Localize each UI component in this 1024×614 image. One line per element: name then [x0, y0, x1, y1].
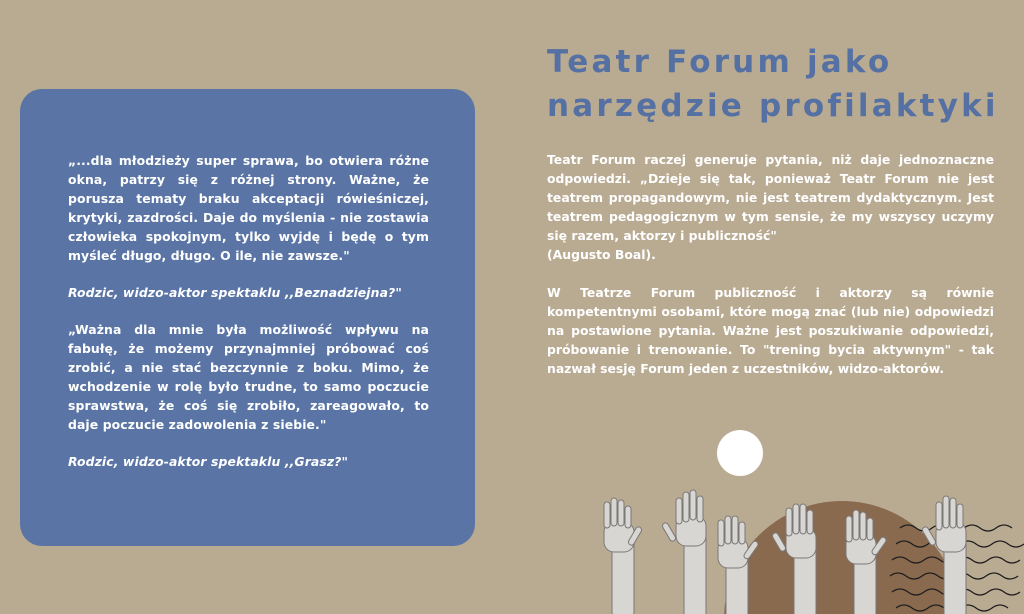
attribution-1: Rodzic, widzo-aktor spektaklu ,,Beznadziejna?"	[68, 285, 402, 300]
attribution-2: Rodzic, widzo-aktor spektaklu ,,Grasz?"	[68, 454, 349, 469]
quote-2: „Ważna dla mnie była możliwość wpływu na fabułę, że możemy przynajmniej próbować coś zrobić, a nie stać bezczynnie z boku. Mimo, że wchodzenie w rolę było trudne, to samo poczucie sprawstwa, że coś się zrobiło, zareagowało, to daje poczucie zadowolenia z siebie."	[68, 322, 429, 432]
moon-circle	[717, 430, 763, 476]
page-title	[547, 40, 1007, 128]
paragraph-1: Teatr Forum raczej generuje pytania, niż daje jednoznaczne odpowiedzi. „Dzieje się tak, ponieważ Teatr Forum nie jest teatrem propagandowym, nie jest teatrem dydaktycznym. Jest teatrem pedagogicznym w tym sensie, że my wszyscy uczymy się razem, aktorzy i publiczność"	[547, 152, 994, 243]
raised-hands-illustration	[590, 420, 1024, 614]
hand-icon	[604, 498, 643, 614]
body-text	[547, 150, 994, 378]
quote-card	[20, 89, 475, 546]
title-line-2: narzędzie profilaktyki	[547, 88, 999, 124]
brown-circle	[724, 501, 960, 614]
paragraph-2: W Teatrze Forum publiczność i aktorzy są równie kompetentnymi osobami, które mogą znać (lub nie) odpowiedzi na postawione pytania. Ważne jest poszukiwanie odpowiedzi, próbowanie i trenowanie. To "trening bycia aktywnym" - tak nazwał sesję Forum jeden z uczestników, widzo-aktorów.	[547, 285, 994, 376]
citation: (Augusto Boal).	[547, 247, 656, 262]
hand-icon	[661, 490, 706, 614]
quote-1: „...dla młodzieży super sprawa, bo otwiera różne okna, patrzy się z różnej strony. Ważne, że porusza tematy braku akceptacji rówieśniczej, krytyki, zazdrości. Daje do myślenia - nie zostawia człowieka spokojnym, tylko wyjdę i będę o tym myśleć długo, długo. O ile, nie zawsze."	[68, 153, 429, 263]
title-line-1: Teatr Forum jako	[547, 44, 893, 80]
